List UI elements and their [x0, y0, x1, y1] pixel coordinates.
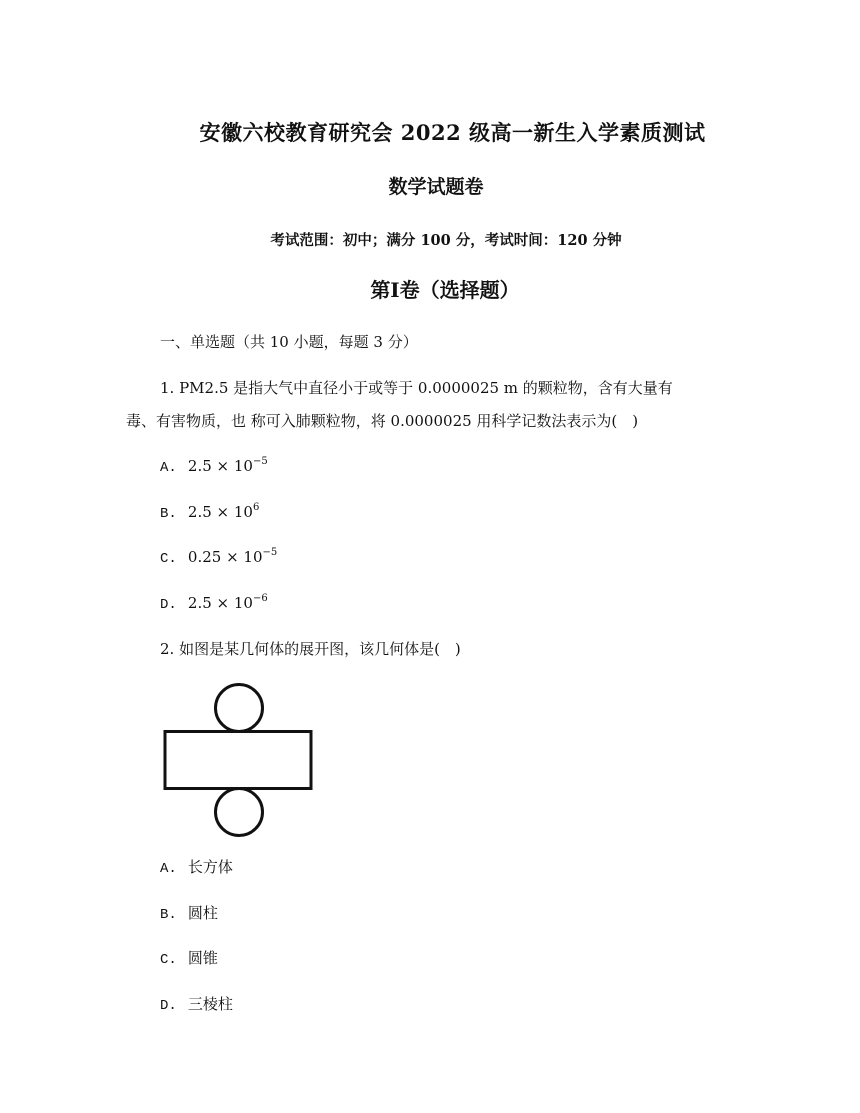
- q1-option-b[interactable]: [160, 502, 259, 522]
- option-math-exp: −6: [252, 593, 268, 604]
- option-letter: D.: [160, 998, 177, 1014]
- option-letter: A.: [160, 861, 177, 877]
- q1-stem-line1: 1. PM2.5 是指大气中直径小于或等于 0.0000025 m 的颗粒物，含有大量有: [160, 379, 673, 397]
- option-letter: C.: [160, 952, 177, 968]
- top-circle: [216, 685, 263, 732]
- bottom-circle: [216, 789, 263, 836]
- option-letter: B.: [160, 907, 177, 923]
- exam-info: 考试范围：初中；满分 100 分，考试时间：120 分钟: [270, 232, 622, 249]
- option-math-exp: −5: [262, 547, 278, 558]
- q2-option-a[interactable]: [160, 856, 233, 877]
- option-text: 圆锥: [187, 949, 218, 967]
- option-letter: B.: [160, 506, 177, 522]
- q1-option-a[interactable]: [160, 456, 268, 476]
- option-letter: C.: [160, 551, 177, 567]
- q1-option-c[interactable]: [160, 547, 277, 567]
- q2-option-b[interactable]: [160, 902, 218, 923]
- section-heading: 一、单选题（共 10 小题，每题 3 分）: [160, 333, 418, 351]
- option-letter: A.: [160, 460, 177, 476]
- q2-option-d[interactable]: [160, 993, 233, 1014]
- option-math-exp: 6: [252, 502, 260, 513]
- q2-option-c[interactable]: [160, 947, 218, 968]
- option-math-base: 2.5 × 10: [187, 457, 253, 475]
- option-math-base: 2.5 × 10: [187, 503, 253, 521]
- option-text: 三棱柱: [187, 995, 233, 1013]
- q1-stem-line2: 毒、有害物质，也 称可入肺颗粒物，将 0.0000025 用科学记数法表示为( ): [126, 412, 639, 430]
- q2-stem: 2. 如图是某几何体的展开图，该几何体是( ): [160, 640, 461, 658]
- lateral-rectangle: [165, 732, 311, 789]
- part-title: 第Ⅰ卷（选择题）: [370, 278, 520, 302]
- option-math-exp: −5: [252, 456, 268, 467]
- exam-title: 安徽六校教育研究会 2022 级高一新生入学素质测试: [199, 120, 706, 145]
- option-letter: D.: [160, 597, 177, 613]
- cylinder-net-figure: [158, 682, 318, 840]
- exam-subtitle: 数学试题卷: [388, 176, 484, 198]
- option-math-base: 2.5 × 10: [187, 594, 253, 612]
- q1-option-d[interactable]: [160, 593, 268, 613]
- option-text: 长方体: [187, 858, 233, 876]
- option-math-base: 0.25 × 10: [187, 548, 263, 566]
- option-text: 圆柱: [187, 904, 218, 922]
